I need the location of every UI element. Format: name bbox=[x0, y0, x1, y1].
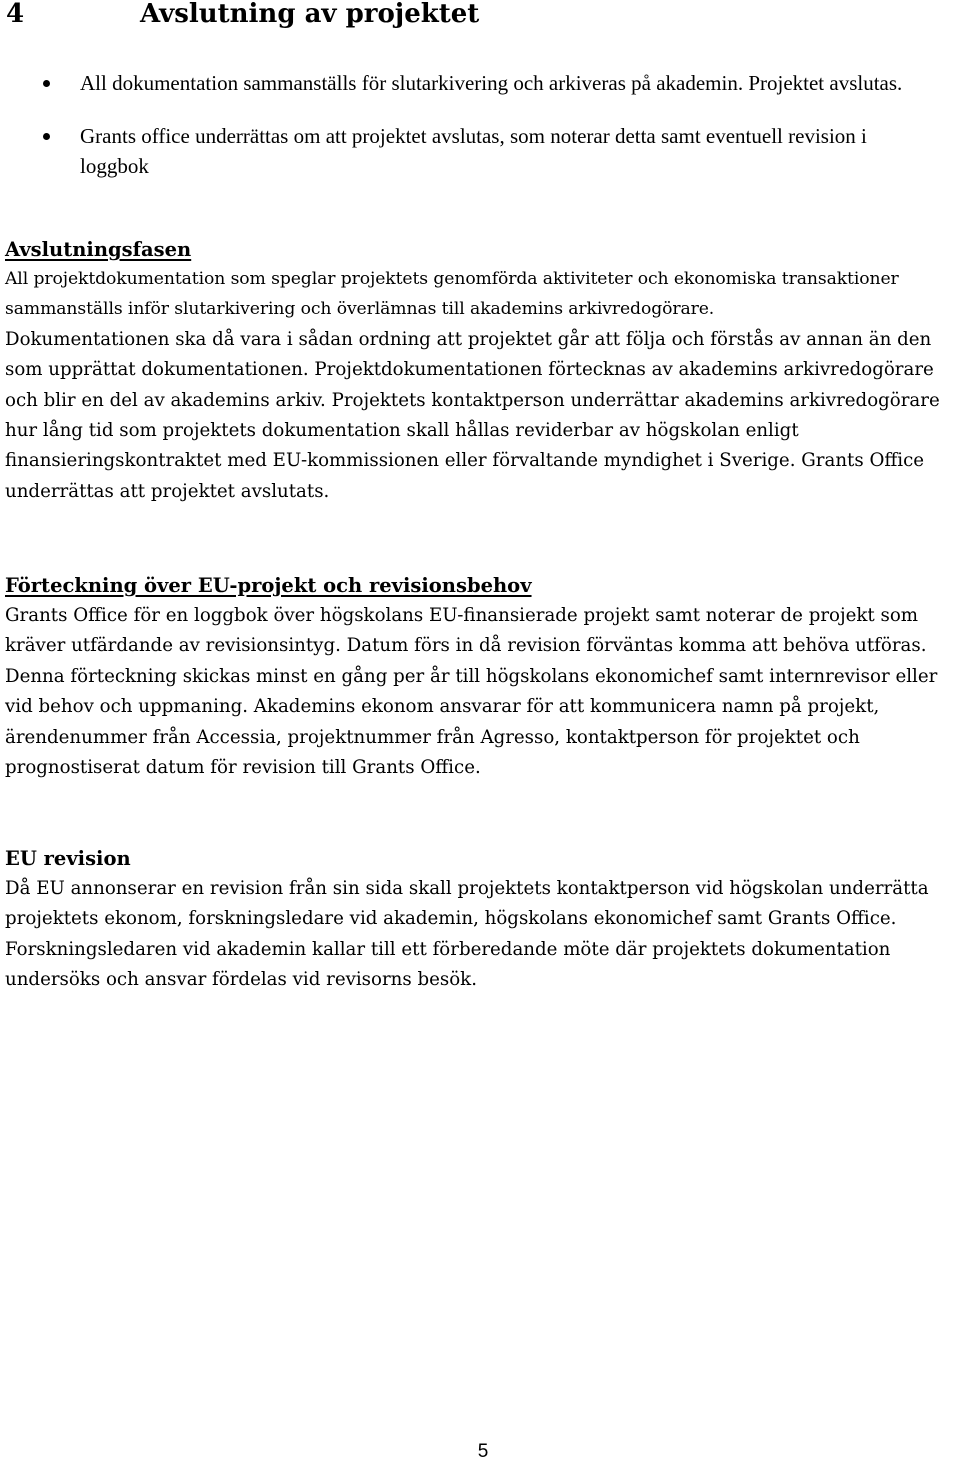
page-number: 5 bbox=[477, 1441, 489, 1462]
list-item bbox=[0, 68, 960, 98]
section-avslutningsfasen bbox=[5, 236, 960, 507]
section-paragraph: All projektdokumentation som speglar projektets genomförda aktiviteter och ekonomiska transaktioner sammanställs inför slutarkivering och överlämnas till akademins arkivredogörare. bbox=[5, 269, 899, 320]
bullet-icon bbox=[43, 133, 50, 140]
section-forteckning bbox=[5, 571, 960, 783]
list-item-text: All dokumentation sammanställs för slutarkivering och arkiveras på akademin. Projektet avslutas. bbox=[80, 71, 903, 95]
bullet-list bbox=[0, 68, 960, 181]
section-eu-revision bbox=[5, 844, 960, 996]
section-heading: EU revision bbox=[5, 847, 131, 870]
chapter-title: Avslutning av projektet bbox=[140, 0, 480, 29]
section-heading: Avslutningsfasen bbox=[5, 238, 192, 261]
bullet-icon bbox=[43, 80, 50, 87]
section-paragraph: Då EU annonserar en revision från sin sida skall projektets kontaktperson vid högskolan underrätta projektets ekonom, forskningsledare vid akademin, högskolans ekonomichef samt Grants Office. Forskningsledaren vid akademin kallar till ett förberedande möte där projektets dokumentation undersöks och ansvar fördelas vid revisorns besök. bbox=[5, 878, 929, 991]
list-item bbox=[0, 121, 960, 181]
list-item-text: Grants office underrättas om att projektet avslutas, som noterar detta samt eventuell revision i loggbok bbox=[80, 124, 867, 178]
section-paragraph: Grants Office för en loggbok över högskolans EU-finansierade projekt samt noterar de projekt som kräver utfärdande av revisionsintyg. Datum förs in då revision förväntas komma att behöva utföras. Denna förteckning skickas minst en gång per år till högskolans ekonomichef samt internrevisor eller vid behov och uppmaning. Akademins ekonom ansvarar för att kommunicera namn på projekt, ärendenummer från Accessia, projektnummer från Agresso, kontaktperson för projektet och prognostiserat datum för revision till Grants Office. bbox=[5, 605, 938, 779]
chapter-number: 4 bbox=[6, 0, 25, 29]
section-heading: Förteckning över EU-projekt och revisionsbehov bbox=[5, 574, 532, 597]
section-paragraph: Dokumentationen ska då vara i sådan ordning att projektet går att följa och förstås av annan än den som upprättat dokumentationen. Projektdokumentationen förtecknas av akademins arkivredogörare och blir en del av akademins arkiv. Projektets kontaktperson underrättar akademins arkivredogörare hur lång tid som projektets dokumentation skall hållas reviderbar av högskolan enligt finansieringskontraktet med EU-kommissionen eller förvaltande myndighet i Sverige. Grants Office underrättas att projektet avslutats. bbox=[5, 328, 940, 502]
